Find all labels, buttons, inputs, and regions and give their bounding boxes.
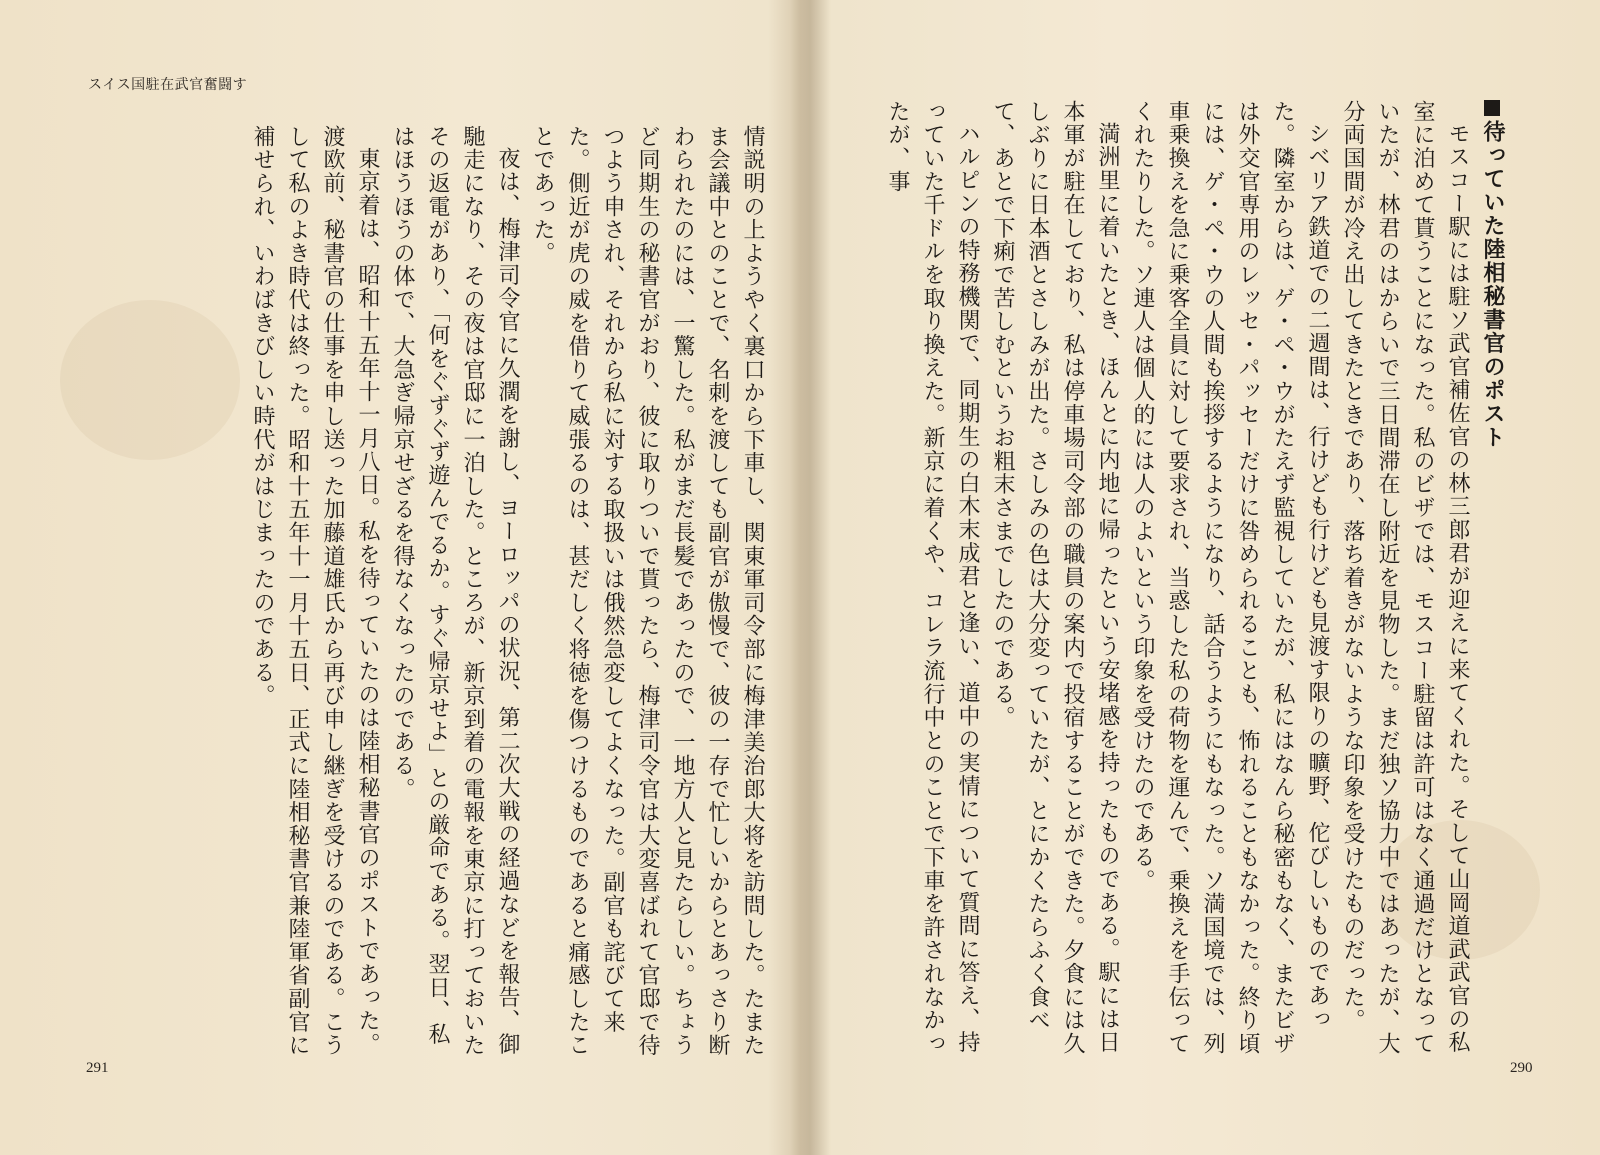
paragraph: モスコー駅には駐ソ武官補佐官の林三郎君が迎えに来てくれた。そして山岡道武武官の私室に泊めて貰うことになった。私のビザでは、モスコー駐留は許可はなく通過だけとなっていたが、林君のはからいで三日間滞在し附近を見物した。まだ独ソ協力中ではあったが、大分両国間が冷え出してきたときであり、落ち着きがないような印象を受けたものだった。 — [1340, 100, 1470, 1056]
paragraph: 満洲里に着いたとき、ほんとに内地に帰ったという安堵感を持ったものである。駅には日本軍が駐在しており、私は停車場司令部の職員の案内で投宿することができた。夕食には久しぶりに日本酒とさしみが出た。さしみの色は大分変っていたが、とにかくたらふく食べて、あとで下痢で苦しむというお粗末さまでしたのである。 — [990, 100, 1120, 1056]
right-page-body — [885, 100, 1510, 1060]
running-head: スイス国駐在武官奮闘す — [88, 77, 248, 93]
left-page-body — [200, 125, 770, 1060]
paragraph: ハルピンの特務機関で、同期生の白木末成君と逢い、道中の実情について質問に答え、持っていた千ドルを取り換えた。新京に着くや、コレラ流行中とのことで下車を許されなかったが、事 — [885, 100, 980, 1056]
right-page — [820, 0, 1600, 1155]
heading-square-icon — [1484, 100, 1500, 116]
paragraph: 東京着は、昭和十五年十一月八日。私を待っていたのは陸相秘書官のポストであった。渡欧前、秘書官の仕事を申し送った加藤道雄氏から再び申し継ぎを受けるのである。こうして私のよき時代は終った。昭和十五年十一月十五日、正式に陸相秘書官兼陸軍省副官に補せられ、いわばきびしい時代がはじまったのである。 — [250, 125, 380, 1057]
section-heading-text: 待っていた陸相秘書官のポスト — [1480, 120, 1505, 449]
paragraph: 情説明の上ようやく裏口から下車し、関東軍司令部に梅津美治郎大将を訪問した。たまたま会議中とのことで、名刺を渡しても副官が傲慢で、彼の一存で忙しいからとあっさり断わられたのには、一驚した。私がまだ長髪であったので、一地方人と見たらしい。ちょうど同期生の秘書官がおり、彼に取りついで貰ったら、梅津司令官は大変喜ばれて官邸で待つよう申され、それから私に対する取扱いは俄然急変してよくなった。副官も詫びて来た。側近が虎の威を借りて威張るのは、甚だしく将徳を傷つけるものであると痛感したことであった。 — [530, 125, 765, 1057]
section-heading — [1475, 100, 1510, 1060]
paragraph: シベリア鉄道での二週間は、行けども行けども見渡す限りの曠野、佗びしいものであった。隣室からは、ゲ・ペ・ウがたえず監視していたが、私にはなんら秘密もなく、またビザは外交官専用のレッセ・パッセーだけに咎められることも、怖れることもなかった。終り頃には、ゲ・ペ・ウの人間も挨拶するようになり、話合うようにもなった。ソ満国境では、列車乗換えを急に乗客全員に対して要求され、当惑した私の荷物を運んで、乗換えを手伝ってくれたりした。ソ連人は個人的には人のよいという印象を受けたのである。 — [1130, 100, 1330, 1056]
page-number: 290 — [1510, 1060, 1533, 1076]
page-number: 291 — [86, 1060, 109, 1076]
paragraph: 夜は、梅津司令官に久濶を謝し、ヨーロッパの状況、第二次大戦の経過などを報告、御馳走になり、その夜は官邸に一泊した。ところが、新京到着の電報を東京に打っておいたその返電があり、「何をぐずぐず遊んでるか。すぐ帰京せよ」との厳命である。翌日、私はほうほうの体で、大急ぎ帰京せざるを得なくなったのである。 — [390, 125, 520, 1057]
